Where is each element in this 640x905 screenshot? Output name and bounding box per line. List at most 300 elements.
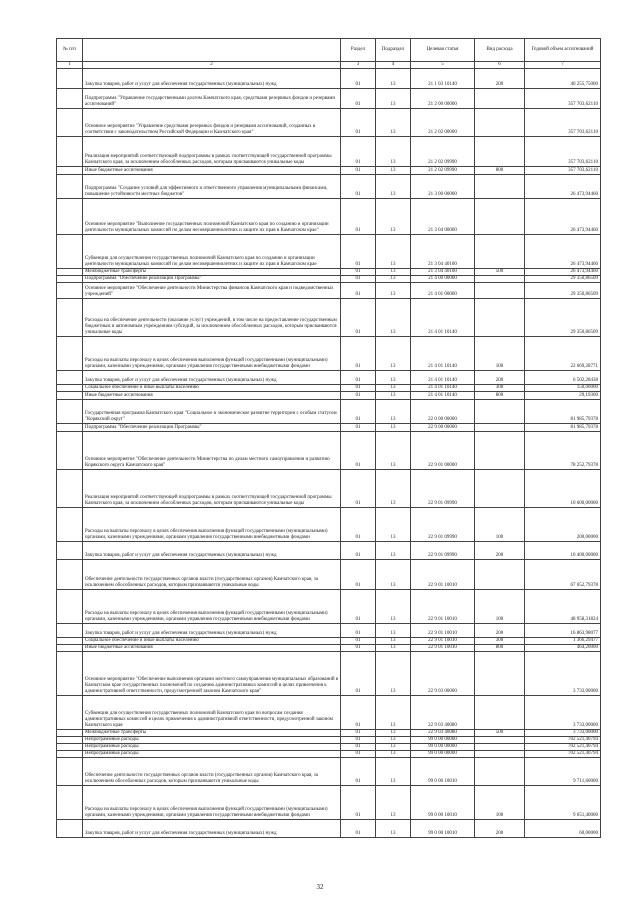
row-podrazdel-cell: 13	[376, 424, 411, 432]
row-number-cell	[57, 392, 83, 400]
column-index: 6	[475, 62, 525, 69]
column-index: 1	[57, 62, 83, 69]
row-razdel-cell: 01	[341, 269, 376, 276]
row-podrazdel-cell: 13	[376, 137, 411, 167]
row-razdel-cell: 01	[341, 820, 376, 838]
row-podrazdel-cell: 13	[376, 696, 411, 730]
row-expense-type-cell	[475, 199, 525, 235]
row-target-article-cell: 22 9 00 00000	[411, 424, 475, 432]
row-name-cell: Межбюджетные трансферты	[83, 730, 341, 737]
row-podrazdel-cell: 13	[376, 392, 411, 400]
row-number-cell	[57, 337, 83, 371]
row-amount-cell: 10 400,00000	[525, 542, 601, 560]
row-target-article-cell: 21 2 02 09990	[411, 167, 475, 175]
row-expense-type-cell	[475, 137, 525, 167]
row-podrazdel-cell: 13	[376, 820, 411, 838]
table-row	[57, 786, 601, 820]
row-razdel-cell: 01	[341, 299, 376, 337]
row-razdel-cell: 01	[341, 175, 376, 199]
table-row	[57, 337, 601, 371]
row-target-article-cell: 21 3 04 40100	[411, 235, 475, 269]
table-row	[57, 371, 601, 385]
row-target-article-cell: 21 2 00 00000	[411, 89, 475, 109]
row-number-cell	[57, 758, 83, 786]
row-amount-cell: 40 255,75000	[525, 69, 601, 89]
column-index: 4	[376, 62, 411, 69]
row-razdel-cell: 01	[341, 730, 376, 737]
row-expense-type-cell	[475, 737, 525, 744]
row-amount-cell: 1 366,29477	[525, 638, 601, 645]
row-expense-type-cell	[475, 424, 525, 432]
row-expense-type-cell: 200	[475, 820, 525, 838]
row-target-article-cell: 21 3 00 00000	[411, 175, 475, 199]
row-expense-type-cell: 200	[475, 624, 525, 638]
row-name-cell: Подпрограмма "Создание условий для эффективного и ответственного управления муниципальными финансами, повышение устойчивости местных бюджетов"	[83, 175, 341, 199]
row-amount-cell: 702 521,40794	[525, 751, 601, 758]
table-row	[57, 652, 601, 696]
row-expense-type-cell	[475, 89, 525, 109]
header-name	[83, 39, 341, 62]
row-expense-type-cell	[475, 276, 525, 283]
row-number-cell	[57, 69, 83, 89]
row-number-cell	[57, 424, 83, 432]
row-number-cell	[57, 730, 83, 737]
row-amount-cell: 702 521,40794	[525, 744, 601, 751]
row-target-article-cell: 99 0 00 10010	[411, 758, 475, 786]
row-expense-type-cell: 500	[475, 730, 525, 737]
row-razdel-cell: 01	[341, 199, 376, 235]
table-row	[57, 744, 601, 751]
row-amount-cell: 26 473,94460	[525, 269, 601, 276]
row-target-article-cell: 21 2 02 09990	[411, 137, 475, 167]
table-row	[57, 69, 601, 89]
row-podrazdel-cell: 13	[376, 371, 411, 385]
row-razdel-cell: 01	[341, 751, 376, 758]
row-number-cell	[57, 385, 83, 392]
row-target-article-cell: 99 0 00 10010	[411, 786, 475, 820]
row-name-cell: Основное мероприятие "Обеспечение выполнения органами местного самоуправления муниципальных образований в Камчатском крае государственных полномочий по созданию административных комиссий в целях привлечения к административной ответственности, предусмотренной законом Камчатского края"	[83, 652, 341, 696]
row-amount-cell: 3 733,00000	[525, 696, 601, 730]
row-name-cell: Расходы на выплаты персоналу в целях обеспечения выполнения функций государственными (муниципальными) органами, казенными учреждениями, органами управления государственными внебюджетными фондами	[83, 590, 341, 624]
row-razdel-cell: 01	[341, 432, 376, 470]
row-number-cell	[57, 820, 83, 838]
table-row	[57, 730, 601, 737]
row-number-cell	[57, 89, 83, 109]
row-amount-cell: 26 473,94460	[525, 235, 601, 269]
row-target-article-cell: 22 9 01 10010	[411, 624, 475, 638]
table-row	[57, 624, 601, 638]
row-expense-type-cell: 800	[475, 645, 525, 652]
row-expense-type-cell: 300	[475, 385, 525, 392]
table-row	[57, 590, 601, 624]
row-podrazdel-cell: 13	[376, 744, 411, 751]
table-row	[57, 137, 601, 167]
row-podrazdel-cell: 13	[376, 652, 411, 696]
row-expense-type-cell: 500	[475, 269, 525, 276]
row-podrazdel-cell: 13	[376, 645, 411, 652]
row-target-article-cell: 21 3 04 00000	[411, 199, 475, 235]
row-podrazdel-cell: 13	[376, 269, 411, 276]
row-expense-type-cell	[475, 299, 525, 337]
table-header-row	[57, 39, 601, 62]
row-podrazdel-cell: 13	[376, 337, 411, 371]
row-expense-type-cell: 200	[475, 542, 525, 560]
table-row	[57, 269, 601, 276]
row-target-article-cell: 22 9 03 40080	[411, 730, 475, 737]
table-row	[57, 109, 601, 137]
row-expense-type-cell: 300	[475, 638, 525, 645]
row-razdel-cell: 01	[341, 638, 376, 645]
row-razdel-cell: 01	[341, 470, 376, 508]
row-number-cell	[57, 299, 83, 337]
row-target-article-cell: 99 0 00 00000	[411, 751, 475, 758]
row-razdel-cell: 01	[341, 385, 376, 392]
row-number-cell	[57, 751, 83, 758]
row-number-cell	[57, 269, 83, 276]
row-amount-cell: 3 733,00000	[525, 652, 601, 696]
row-razdel-cell: 01	[341, 283, 376, 299]
row-podrazdel-cell: 13	[376, 508, 411, 542]
row-name-cell: Иные бюджетные ассигнования	[83, 167, 341, 175]
row-target-article-cell: 22 9 01 09990	[411, 542, 475, 560]
row-amount-cell: 357 703,62110	[525, 167, 601, 175]
header-expense-type: Вид расхода	[475, 39, 525, 62]
row-name-cell: Закупка товаров, работ и услуг для обеспечения государственных (муниципальных) нужд	[83, 69, 341, 89]
row-podrazdel-cell: 13	[376, 235, 411, 269]
row-amount-cell: 16 863,98077	[525, 624, 601, 638]
row-amount-cell: 29 350,86509	[525, 276, 601, 283]
row-podrazdel-cell: 13	[376, 385, 411, 392]
row-amount-cell: 67 652,79378	[525, 560, 601, 590]
row-amount-cell: 29 350,86509	[525, 283, 601, 299]
row-expense-type-cell	[475, 400, 525, 424]
row-number-cell	[57, 696, 83, 730]
header-target-article: Целевая статья	[411, 39, 475, 62]
row-name-cell: Обеспечение деятельности государственных органов власти (государственных органов) Камчатского края, за исключением обособленных расходов, которым присваиваются уникальные коды	[83, 560, 341, 590]
row-target-article-cell: 21 4 01 10140	[411, 371, 475, 385]
table-row	[57, 645, 601, 652]
row-target-article-cell: 22 9 01 10010	[411, 560, 475, 590]
row-razdel-cell: 01	[341, 652, 376, 696]
row-amount-cell: 60,00000	[525, 820, 601, 838]
row-podrazdel-cell: 13	[376, 167, 411, 175]
row-number-cell	[57, 737, 83, 744]
row-expense-type-cell: 200	[475, 371, 525, 385]
row-amount-cell: 26 473,94460	[525, 199, 601, 235]
row-podrazdel-cell: 13	[376, 751, 411, 758]
row-amount-cell: 357 703,62110	[525, 137, 601, 167]
row-amount-cell: 81 985,79378	[525, 400, 601, 424]
row-number-cell	[57, 137, 83, 167]
row-amount-cell: 150,00000	[525, 385, 601, 392]
row-target-article-cell: 22 9 01 09990	[411, 508, 475, 542]
row-podrazdel-cell: 13	[376, 283, 411, 299]
row-number-cell	[57, 744, 83, 751]
row-number-cell	[57, 470, 83, 508]
row-target-article-cell: 21 3 04 40100	[411, 269, 475, 276]
table-row	[57, 638, 601, 645]
row-expense-type-cell	[475, 175, 525, 199]
row-razdel-cell: 01	[341, 69, 376, 89]
row-number-cell	[57, 175, 83, 199]
row-amount-cell: 357 703,62110	[525, 89, 601, 109]
row-number-cell	[57, 199, 83, 235]
row-name-cell: Субвенции для осуществления государственных полномочий Камчатского края по вопросам создания административных комиссий в целях привлечения к административной ответственности, предусмотренной законом Камчатского края	[83, 696, 341, 730]
row-expense-type-cell: 100	[475, 508, 525, 542]
row-target-article-cell: 22 9 01 10010	[411, 590, 475, 624]
row-razdel-cell: 01	[341, 371, 376, 385]
row-name-cell: Иные бюджетные ассигнования	[83, 392, 341, 400]
row-name-cell: Расходы на обеспечение деятельности (оказание услуг) учреждений, в том числе на предоставление государственным бюджетным и автономным учреждениям субсидий, за исключением обособленных расходов, которым присваиваются уникальные коды	[83, 299, 341, 337]
row-name-cell: Непрограммные расходы	[83, 744, 341, 751]
row-number-cell	[57, 590, 83, 624]
budget-table	[56, 38, 601, 838]
budget-table-sheet	[56, 38, 600, 838]
row-target-article-cell: 99 0 00 00000	[411, 737, 475, 744]
row-name-cell: Закупка товаров, работ и услуг для обеспечения государственных (муниципальных) нужд	[83, 820, 341, 838]
table-row	[57, 758, 601, 786]
row-name-cell: Закупка товаров, работ и услуг для обеспечения государственных (муниципальных) нужд	[83, 371, 341, 385]
row-podrazdel-cell: 13	[376, 560, 411, 590]
row-amount-cell: 10 600,00000	[525, 470, 601, 508]
row-expense-type-cell	[475, 283, 525, 299]
row-target-article-cell: 99 0 00 10010	[411, 820, 475, 838]
row-podrazdel-cell: 13	[376, 758, 411, 786]
row-podrazdel-cell: 13	[376, 276, 411, 283]
row-name-cell: Социальное обеспечение и иные выплаты населению	[83, 385, 341, 392]
row-name-cell: Межбюджетные трансферты	[83, 269, 341, 276]
row-amount-cell: 29 350,86509	[525, 299, 601, 337]
row-target-article-cell: 22 9 01 09990	[411, 470, 475, 508]
row-razdel-cell: 01	[341, 109, 376, 137]
row-name-cell: Расходы на выплаты персоналу в целях обеспечения выполнения функций государственными (муниципальными) органами, казенными учреждениями, органами управления государственными внебюджетными фондами	[83, 786, 341, 820]
table-row	[57, 276, 601, 283]
row-expense-type-cell: 800	[475, 392, 525, 400]
row-podrazdel-cell: 13	[376, 299, 411, 337]
row-razdel-cell: 01	[341, 392, 376, 400]
row-number-cell	[57, 624, 83, 638]
row-razdel-cell: 01	[341, 137, 376, 167]
row-razdel-cell: 01	[341, 424, 376, 432]
row-amount-cell: 22 669,28771	[525, 337, 601, 371]
row-podrazdel-cell: 13	[376, 400, 411, 424]
table-row	[57, 199, 601, 235]
row-expense-type-cell	[475, 109, 525, 137]
row-name-cell: Расходы на выплаты персоналу в целях обеспечения выполнения функций государственными (муниципальными) органами, казенными учреждениями, органами управления государственными внебюджетными фондами	[83, 508, 341, 542]
row-razdel-cell: 01	[341, 89, 376, 109]
table-row	[57, 820, 601, 838]
header-podrazdel: Подраздел	[376, 39, 411, 62]
row-razdel-cell: 01	[341, 624, 376, 638]
column-index: 3	[341, 62, 376, 69]
table-row	[57, 283, 601, 299]
row-number-cell	[57, 638, 83, 645]
column-index: 5	[411, 62, 475, 69]
row-number-cell	[57, 560, 83, 590]
table-body	[57, 69, 601, 838]
row-razdel-cell: 01	[341, 590, 376, 624]
row-name-cell: Основное мероприятие "Выполнение государственных полномочий Камчатского края по созданию и организации деятельности муниципальных комиссий по делам несовершеннолетних и защите их прав в Камчатском крае"	[83, 199, 341, 235]
row-podrazdel-cell: 13	[376, 786, 411, 820]
header-razdel: Раздел	[341, 39, 376, 62]
row-target-article-cell: 21 4 01 10140	[411, 337, 475, 371]
row-name-cell: Основное мероприятие "Управление средствами резервных фондов и резервами ассигнований, созданных в соответствии с законодательством Российской Федерации и Камчатского края"	[83, 109, 341, 137]
row-amount-cell: 9 711,60000	[525, 758, 601, 786]
row-razdel-cell: 01	[341, 645, 376, 652]
row-amount-cell: 3 733,00000	[525, 730, 601, 737]
row-name-cell: Непрограммные расходы	[83, 737, 341, 744]
row-target-article-cell: 22 9 03 00000	[411, 652, 475, 696]
table-row	[57, 175, 601, 199]
row-razdel-cell: 01	[341, 696, 376, 730]
table-row	[57, 424, 601, 432]
row-name-cell: Реализация мероприятий соответствующей подпрограммы в рамках соответствующей государственной программы Камчатского края, за исключением обособленных расходов, которым присваиваются уникальные коды	[83, 470, 341, 508]
row-razdel-cell: 01	[341, 542, 376, 560]
row-number-cell	[57, 652, 83, 696]
row-name-cell: Основное мероприятие "Обеспечение деятельности Министерства по делам местного самоуправления и развитию Корякского округа Камчатского края"	[83, 432, 341, 470]
row-podrazdel-cell: 13	[376, 590, 411, 624]
row-expense-type-cell	[475, 758, 525, 786]
row-name-cell: Закупка товаров, работ и услуг для обеспечения государственных (муниципальных) нужд	[83, 542, 341, 560]
row-podrazdel-cell: 13	[376, 432, 411, 470]
column-index: 2	[83, 62, 341, 69]
row-expense-type-cell	[475, 696, 525, 730]
table-row	[57, 470, 601, 508]
row-name-cell: Подпрограмма "Управление государственными долгом Камчатского края, средствами резервных фондов и резервами ассигнований"	[83, 89, 341, 109]
table-row	[57, 385, 601, 392]
table-row	[57, 737, 601, 744]
row-razdel-cell: 01	[341, 758, 376, 786]
row-podrazdel-cell: 13	[376, 737, 411, 744]
row-name-cell: Обеспечение деятельности государственных органов власти (государственных органов) Камчатского края, за исключением обособленных расходов, которым присваиваются уникальные коды	[83, 758, 341, 786]
row-amount-cell: 81 985,79378	[525, 424, 601, 432]
row-razdel-cell: 01	[341, 235, 376, 269]
row-number-cell	[57, 400, 83, 424]
row-razdel-cell: 01	[341, 508, 376, 542]
table-row	[57, 542, 601, 560]
row-amount-cell: 200,00000	[525, 508, 601, 542]
row-podrazdel-cell: 13	[376, 69, 411, 89]
row-expense-type-cell	[475, 470, 525, 508]
row-target-article-cell: 22 9 03 40080	[411, 696, 475, 730]
table-row	[57, 235, 601, 269]
row-expense-type-cell: 200	[475, 69, 525, 89]
row-target-article-cell: 21 4 00 00000	[411, 276, 475, 283]
row-number-cell	[57, 786, 83, 820]
row-target-article-cell: 21 4 01 10140	[411, 385, 475, 392]
row-name-cell: Государственная программа Камчатского края "Социальное и экономическое развитие территории с особым статусом "Корякский округ"	[83, 400, 341, 424]
row-number-cell	[57, 542, 83, 560]
row-target-article-cell: 21 4 01 00000	[411, 283, 475, 299]
row-name-cell: Иные бюджетные ассигнования	[83, 645, 341, 652]
row-expense-type-cell	[475, 652, 525, 696]
row-target-article-cell: 21 2 02 00000	[411, 109, 475, 137]
row-amount-cell: 9 651,40000	[525, 786, 601, 820]
table-row	[57, 432, 601, 470]
row-number-cell	[57, 167, 83, 175]
row-podrazdel-cell: 13	[376, 89, 411, 109]
header-annual-amount: Годовой объем ассигнований	[525, 39, 601, 62]
header-num: № п/п	[57, 39, 83, 62]
row-name-cell: Непрограммные расходы	[83, 751, 341, 758]
row-target-article-cell: 99 0 00 00000	[411, 744, 475, 751]
table-row	[57, 167, 601, 175]
table-row	[57, 696, 601, 730]
row-amount-cell: 464,20000	[525, 645, 601, 652]
row-podrazdel-cell: 13	[376, 199, 411, 235]
row-number-cell	[57, 645, 83, 652]
row-amount-cell: 702 521,40794	[525, 737, 601, 744]
row-number-cell	[57, 235, 83, 269]
row-number-cell	[57, 109, 83, 137]
row-target-article-cell: 21 4 01 10140	[411, 392, 475, 400]
row-expense-type-cell: 100	[475, 337, 525, 371]
row-podrazdel-cell: 13	[376, 730, 411, 737]
column-index: 7	[525, 62, 601, 69]
row-razdel-cell: 01	[341, 276, 376, 283]
row-podrazdel-cell: 13	[376, 542, 411, 560]
row-expense-type-cell	[475, 751, 525, 758]
row-podrazdel-cell: 13	[376, 638, 411, 645]
page-number: 32	[316, 883, 324, 891]
row-podrazdel-cell: 13	[376, 109, 411, 137]
row-expense-type-cell	[475, 235, 525, 269]
row-expense-type-cell	[475, 744, 525, 751]
row-name-cell: Социальное обеспечение и иные выплаты населению	[83, 638, 341, 645]
table-row	[57, 751, 601, 758]
row-expense-type-cell: 800	[475, 167, 525, 175]
row-razdel-cell: 01	[341, 400, 376, 424]
row-razdel-cell: 01	[341, 560, 376, 590]
row-amount-cell: 357 703,62110	[525, 109, 601, 137]
row-podrazdel-cell: 13	[376, 175, 411, 199]
row-razdel-cell: 01	[341, 167, 376, 175]
row-podrazdel-cell: 13	[376, 624, 411, 638]
row-podrazdel-cell: 13	[376, 470, 411, 508]
row-expense-type-cell	[475, 560, 525, 590]
table-row	[57, 392, 601, 400]
row-name-cell: Расходы на выплаты персоналу в целях обеспечения выполнения функций государственными (муниципальными) органами, казенными учреждениями, органами управления государственными внебюджетными фондами	[83, 337, 341, 371]
row-target-article-cell: 22 9 01 10010	[411, 645, 475, 652]
row-razdel-cell: 01	[341, 737, 376, 744]
row-name-cell: Субвенции для осуществления государственных полномочий Камчатского края по созданию и организации деятельности муниципальных комиссий по делам несовершеннолетних и защите их прав в Камчатском крае	[83, 235, 341, 269]
row-expense-type-cell: 100	[475, 590, 525, 624]
row-number-cell	[57, 432, 83, 470]
row-razdel-cell: 01	[341, 786, 376, 820]
row-amount-cell: 6 502,28438	[525, 371, 601, 385]
row-amount-cell: 26 473,94460	[525, 175, 601, 199]
row-razdel-cell: 01	[341, 337, 376, 371]
table-row	[57, 89, 601, 109]
row-target-article-cell: 21 4 01 10140	[411, 299, 475, 337]
row-name-cell: Основное мероприятие "Обеспечение деятельности Министерства финансов Камчатского края и подведомственных учреждений"	[83, 283, 341, 299]
row-number-cell	[57, 276, 83, 283]
table-row	[57, 299, 601, 337]
row-amount-cell: 29,19300	[525, 392, 601, 400]
row-target-article-cell: 22 0 00 00000	[411, 400, 475, 424]
row-name-cell: Подпрограмма "Обеспечение реализации Программы"	[83, 424, 341, 432]
row-expense-type-cell	[475, 432, 525, 470]
row-target-article-cell: 21 1 03 10140	[411, 69, 475, 89]
row-name-cell: Реализация мероприятий соответствующей подпрограммы в рамках соответствующей государственной программы Камчатского края, за исключением обособленных расходов, которым присваиваются уникальные коды	[83, 137, 341, 167]
row-target-article-cell: 22 9 01 00000	[411, 432, 475, 470]
row-amount-cell: 78 252,79378	[525, 432, 601, 470]
row-number-cell	[57, 508, 83, 542]
row-amount-cell: 48 958,31824	[525, 590, 601, 624]
table-row	[57, 560, 601, 590]
row-name-cell: Подпрограмма "Обеспечение реализации Программы"	[83, 276, 341, 283]
table-row	[57, 508, 601, 542]
